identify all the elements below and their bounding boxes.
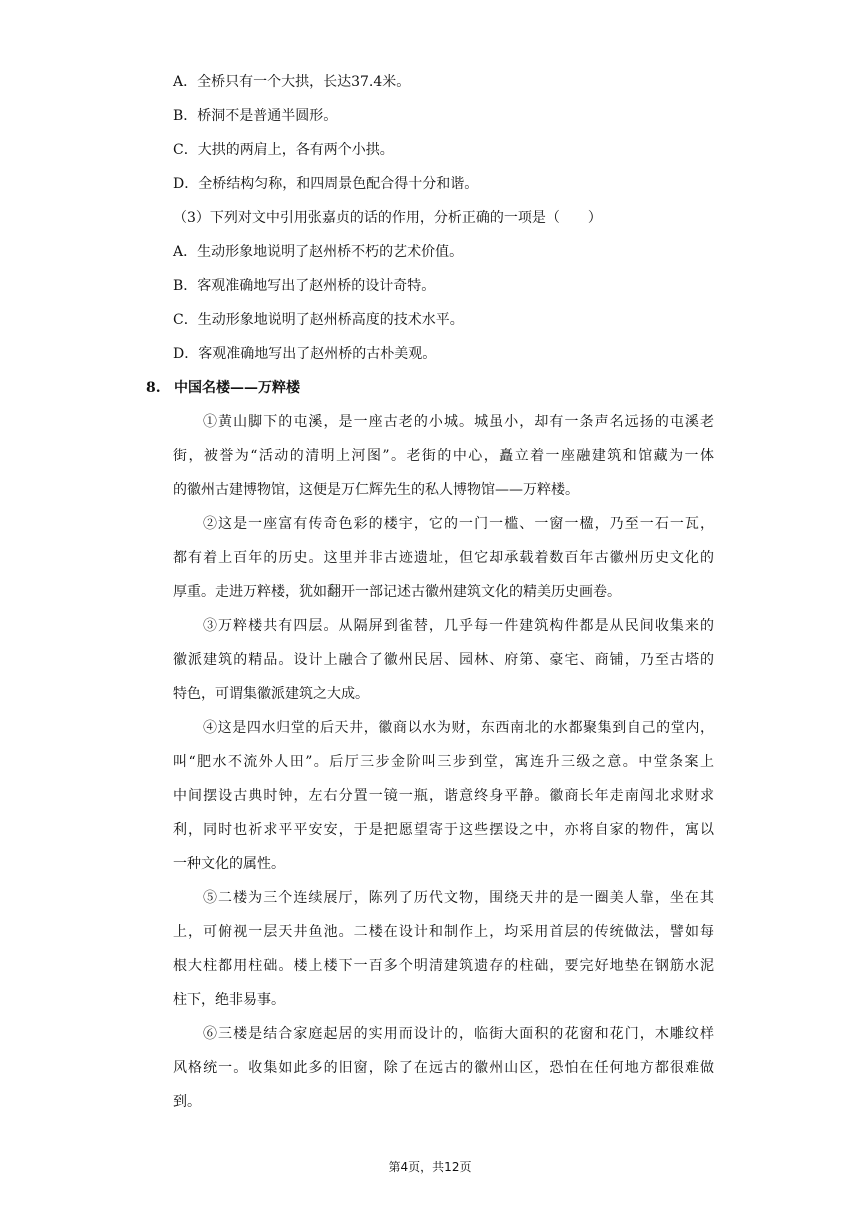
sub-question-3: （3）下列对文中引用张嘉贞的话的作用，分析正确的一项是（ ） [173,210,602,226]
paragraph-2-line: ②这是一座富有传奇色彩的楼宇，它的一门一槛、一窗一楹，乃至一石一瓦， [203,516,714,532]
paragraph-1-line: ①黄山脚下的屯溪，是一座古老的小城。城虽小，却有一条声名远扬的屯溪老 [203,414,714,430]
option-b: B．客观准确地写出了赵州桥的设计奇特。 [173,278,436,294]
paragraph-3-line: ③万粹楼共有四层。从隔屏到雀替，几乎每一件建筑构件都是从民间收集来的 [203,618,714,634]
option-c: C．大拱的两肩上，各有两个小拱。 [173,142,394,158]
paragraph-4-line: ④这是四水归堂的后天井，徽商以水为财，东西南北的水都聚集到自己的堂内， [203,720,714,736]
paragraph-4-line: 叫“肥水不流外人田”。后厅三步金阶叫三步到堂，寓连升三级之意。中堂条案上 [173,754,714,770]
paragraph-5-line: 上，可俯视一层天井鱼池。二楼在设计和制作上，均采用首层的传统做法，譬如每 [173,924,714,940]
paragraph-1-line: 的徽州古建博物馆，这便是万仁辉先生的私人博物馆——万粹楼。 [173,482,579,498]
paragraph-5-line: 根大柱都用柱础。楼上楼下一百多个明清建筑遗存的柱础，要完好地垫在钢筋水泥 [173,958,714,974]
option-b: B．桥洞不是普通半圆形。 [173,108,338,124]
paragraph-3-line: 徽派建筑的精品。设计上融合了徽州民居、园林、府第、豪宅、商铺，乃至古塔的 [173,652,714,668]
paragraph-5-line: ⑤二楼为三个连续展厅，陈列了历代文物，围绕天井的是一圈美人靠，坐在其 [203,890,714,906]
paragraph-2-line: 都有着上百年的历史。这里并非古迹遗址，但它却承载着数百年古徽州历史文化的 [173,550,714,566]
paragraph-6-line: 到。 [173,1094,201,1110]
paragraph-1-line: 街，被誉为“活动的清明上河图”。老街的中心，矗立着一座融建筑和馆藏为一体 [173,448,714,464]
option-a: A．全桥只有一个大拱，长达37.4米。 [173,74,411,90]
paragraph-4-line: 一种文化的属性。 [173,856,285,872]
page-number-footer: 第4页，共12页 [388,1160,472,1174]
paragraph-3-line: 特色，可谓集徽派建筑之大成。 [173,686,369,702]
option-d: D．客观准确地写出了赵州桥的古朴美观。 [173,346,437,362]
paragraph-4-line: 中间摆设古典时钟，左右分置一镜一瓶，谐意终身平静。徽商长年走南闯北求财求 [173,788,714,804]
question-number: 8. [146,380,161,396]
paragraph-6-line: 风格统一。收集如此多的旧窗，除了在远古的徽州山区，恐怕在任何地方都很难做 [173,1060,714,1076]
paragraph-6-line: ⑥三楼是结合家庭起居的实用而设计的，临街大面积的花窗和花门，木雕纹样 [203,1026,714,1042]
paragraph-2-line: 厚重。走进万粹楼，犹如翻开一部记述古徽州建筑文化的精美历史画卷。 [173,584,621,600]
option-d: D．全桥结构匀称，和四周景色配合得十分和谐。 [173,176,479,192]
option-a: A．生动形象地说明了赵州桥不朽的艺术价值。 [173,244,464,260]
paragraph-5-line: 柱下，绝非易事。 [173,992,285,1008]
option-c: C．生动形象地说明了赵州桥高度的技术水平。 [173,312,464,328]
passage-title: 中国名楼——万粹楼 [174,380,300,396]
paragraph-4-line: 利，同时也祈求平平安安，于是把愿望寄于这些摆设之中，亦将自家的物件，寓以 [173,822,714,838]
